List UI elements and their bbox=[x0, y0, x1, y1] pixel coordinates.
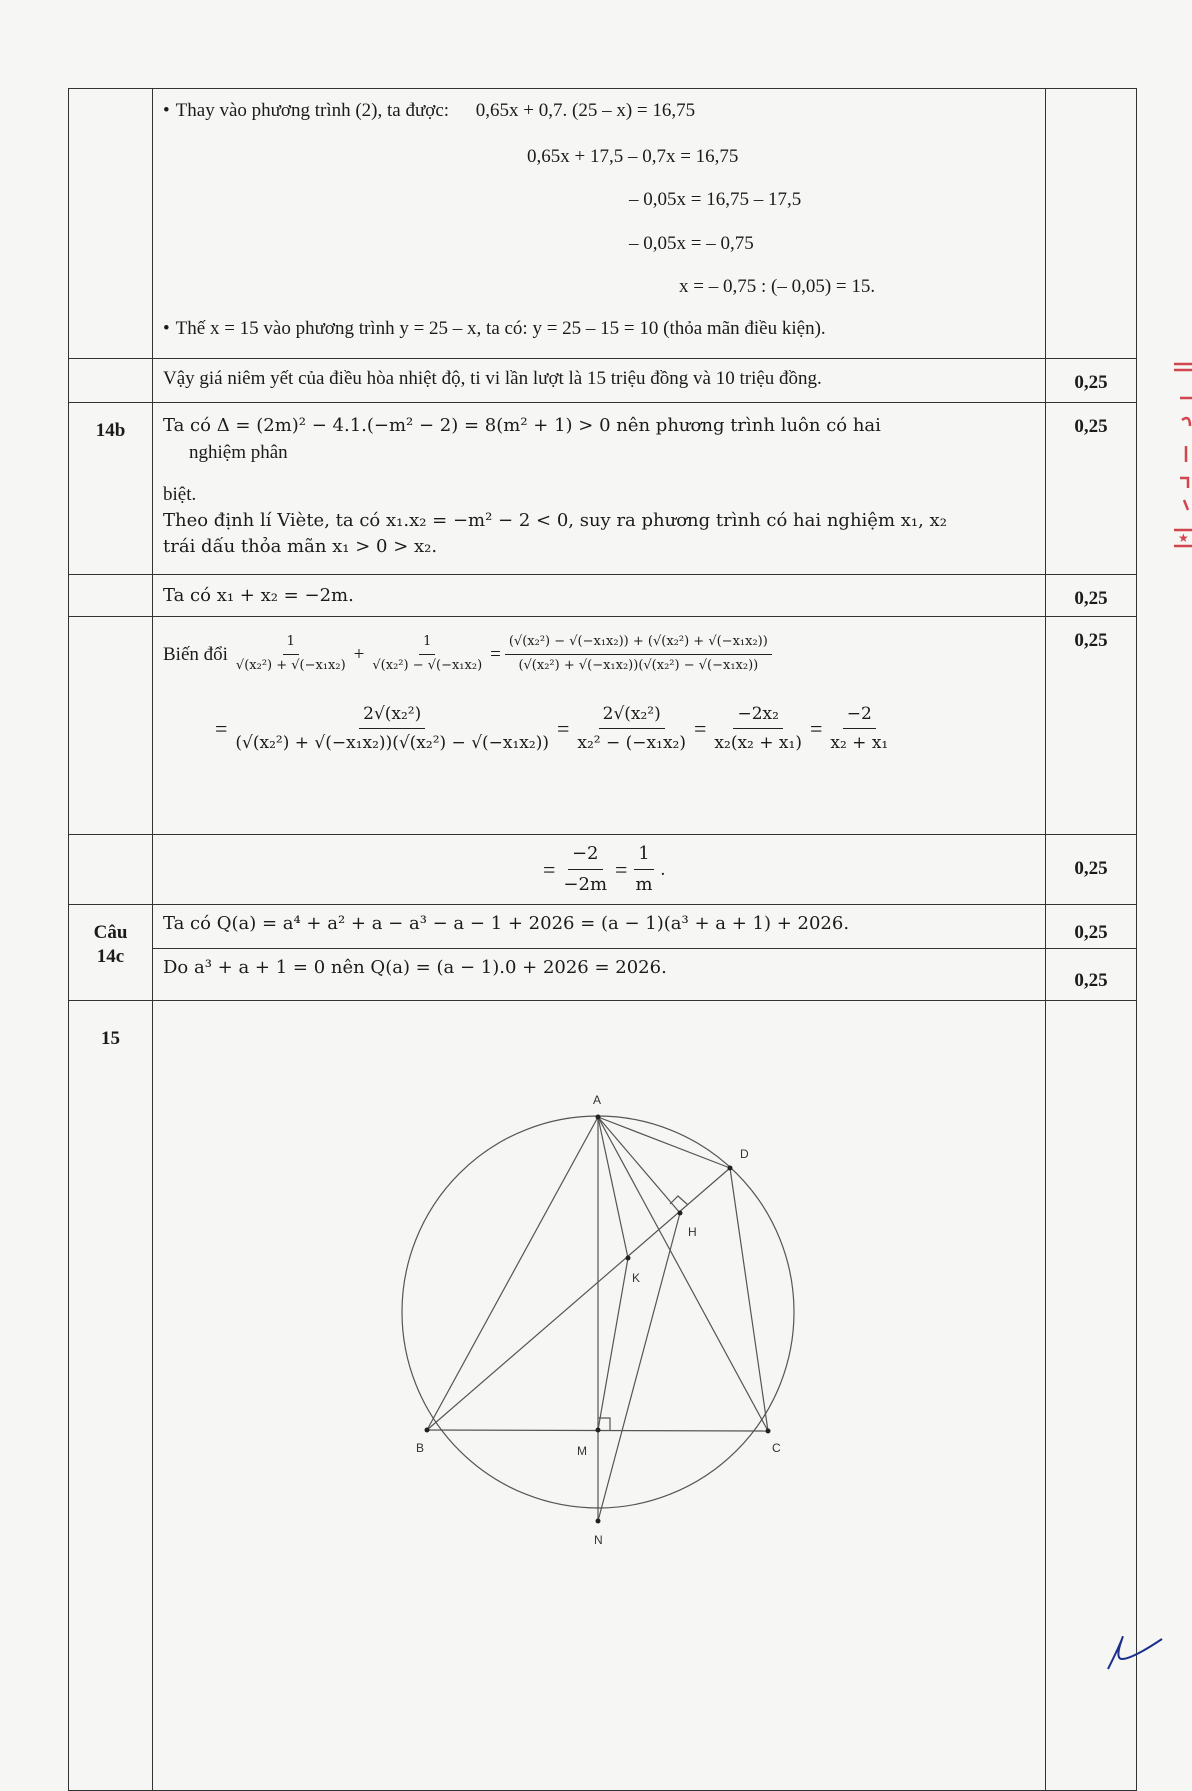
bullet-line: • Thay vào phương trình (2), ta được: bbox=[163, 100, 449, 121]
label-m: M bbox=[577, 1444, 587, 1458]
segment-ac bbox=[598, 1117, 768, 1431]
equation: – 0,05x = 16,75 – 17,5 bbox=[629, 189, 802, 211]
signature-mark bbox=[1100, 1625, 1170, 1675]
stamp-fragment bbox=[1170, 350, 1192, 560]
svg-text:★: ★ bbox=[1178, 531, 1189, 545]
label-h: H bbox=[688, 1225, 697, 1239]
equation: 0,65x + 17,5 – 0,7x = 16,75 bbox=[527, 145, 739, 167]
final-result: = $\frac{-2}{-2m}$ = $\frac{1}{m}$ . bbox=[543, 841, 1035, 898]
label-a: A bbox=[593, 1093, 602, 1107]
equation: – 0,05x = – 0,75 bbox=[629, 232, 754, 254]
point-h bbox=[678, 1211, 683, 1216]
point-a bbox=[596, 1115, 601, 1120]
viete-text: Theo định lí Viète, ta có x₁.x₂ = −m² − 2 < 0, suy ra phương trình có hai nghiệm x₁, x₂ bbox=[163, 510, 947, 532]
fraction: $\frac{\text{−2x₂}}{\text{x₂(x₂ + x₁)}}$ bbox=[714, 703, 802, 754]
polynomial-result-text: Do a³ + a + 1 = 0 nên Q(a) = (a − 1).0 + 2026 = 2026. bbox=[163, 956, 667, 978]
fraction: $\frac{1}{\text{√(x₂²) + √(−x₁x₂)}}$ bbox=[235, 634, 346, 673]
conclusion-text: Vậy giá niêm yết của điều hòa nhiệt độ, ti vi lần lượt là 15 triệu đồng và 10 triệu đồng. bbox=[163, 368, 822, 389]
segment-ad bbox=[598, 1117, 730, 1168]
points-value: 0,25 bbox=[1046, 575, 1137, 617]
points-value: 0,25 bbox=[1046, 617, 1137, 835]
question-label: Câu 14c bbox=[69, 905, 153, 1001]
points-value: 0,25 bbox=[1046, 905, 1137, 949]
fraction: $\frac{1}{m}$ bbox=[635, 843, 653, 896]
text-line: nghiệm phân bbox=[189, 442, 288, 464]
fraction: $\frac{-2}{\text{x₂ + x₁}}$ bbox=[830, 703, 889, 754]
point-b bbox=[425, 1428, 430, 1433]
label-k: K bbox=[632, 1271, 641, 1285]
transform-line-1: Biến đổi $\frac{1}{\text{√(x₂²) + √(−x₁x₂)}}$ + $\frac{1}{\text{√(x₂²) − √(−x₁x₂)}}$ = $\frac{\text{(√(x₂²) − √(−x₁x₂)) + (√(x₂²) + √(−x₁x₂))}}{\text{(√(x₂²) + √(−x₁x₂))(√(x₂²) − √(−x₁x₂))}}$ bbox=[163, 633, 1035, 676]
points-value: 0,25 bbox=[1046, 403, 1137, 575]
segment-ak bbox=[598, 1117, 628, 1258]
question-label: 14b bbox=[69, 403, 153, 575]
fraction: $\frac{\text{2√(x₂²)}}{\text{x₂² − (−x₁x₂)}}$ bbox=[577, 703, 686, 754]
fraction: $\frac{\text{2√(x₂²)}}{\text{(√(x₂²) + √(−x₁x₂))(√(x₂²) − √(−x₁x₂))}}$ bbox=[235, 703, 549, 754]
label-c: C bbox=[772, 1441, 781, 1455]
label-n: N bbox=[594, 1533, 603, 1547]
point-c bbox=[766, 1429, 771, 1434]
label-d: D bbox=[740, 1147, 749, 1161]
bullet-line: • Thế x = 15 vào phương trình y = 25 – x, ta có: y = 25 – 15 = 10 (thỏa mãn điều kiện). bbox=[163, 315, 1035, 343]
label-b: B bbox=[416, 1441, 425, 1455]
segment-ab bbox=[427, 1117, 598, 1430]
segment-hn bbox=[598, 1213, 680, 1521]
question-label: 15 bbox=[69, 1000, 153, 1790]
points-value: 0,25 bbox=[1046, 948, 1137, 1000]
fraction: $\frac{\text{(√(x₂²) − √(−x₁x₂)) + (√(x₂²) + √(−x₁x₂))}}{\text{(√(x₂²) + √(−x₁x₂))(√(x₂²) − √(−x₁x₂))}}$ bbox=[505, 633, 772, 676]
segment-dc bbox=[730, 1168, 768, 1431]
point-n bbox=[596, 1519, 601, 1524]
fraction: $\frac{-2}{-2m}$ bbox=[563, 843, 608, 896]
discriminant-text: Ta có Δ = (2m)² − 4.1.(−m² − 2) = 8(m² + 1) > 0 nên phương trình luôn có hai bbox=[163, 415, 881, 436]
polynomial-text: Ta có Q(a) = a⁴ + a² + a − a³ − a − 1 + 2026 = (a − 1)(a³ + a + 1) + 2026. bbox=[163, 913, 850, 935]
transform-line-2: = $\frac{\text{2√(x₂²)}}{\text{(√(x₂²) + √(−x₁x₂))(√(x₂²) − √(−x₁x₂))}}$ = $\frac{\text{2√(x₂²)}}{\text{x₂² − (−x₁x₂)}}$ = $\frac{\text{−2x₂}}{\text{x₂(x₂ + x₁)}}$ = $\frac{-2}{\text{x₂ + x₁}}$ bbox=[215, 702, 1035, 756]
text-line: trái dấu thỏa mãn x₁ > 0 > x₂. bbox=[163, 536, 438, 558]
prefix-text: Biến đổi bbox=[163, 643, 228, 665]
equation: 0,65x + 0,7. (25 – x) = 16,75 bbox=[475, 100, 696, 121]
point-k bbox=[626, 1256, 631, 1261]
points-value: 0,25 bbox=[1046, 359, 1137, 403]
point-m bbox=[596, 1428, 601, 1433]
point-d bbox=[728, 1166, 733, 1171]
points-value: 0,25 bbox=[1046, 835, 1137, 905]
fraction: $\frac{1}{\text{√(x₂²) − √(−x₁x₂)}}$ bbox=[372, 634, 483, 673]
segment-km bbox=[598, 1258, 628, 1430]
sum-roots-text: Ta có x₁ + x₂ = −2m. bbox=[163, 585, 354, 606]
equation: x = – 0,75 : (– 0,05) = 15. bbox=[679, 276, 876, 298]
text-line: biệt. bbox=[163, 483, 197, 505]
segment-db bbox=[427, 1168, 730, 1430]
segment-ah bbox=[598, 1117, 680, 1213]
